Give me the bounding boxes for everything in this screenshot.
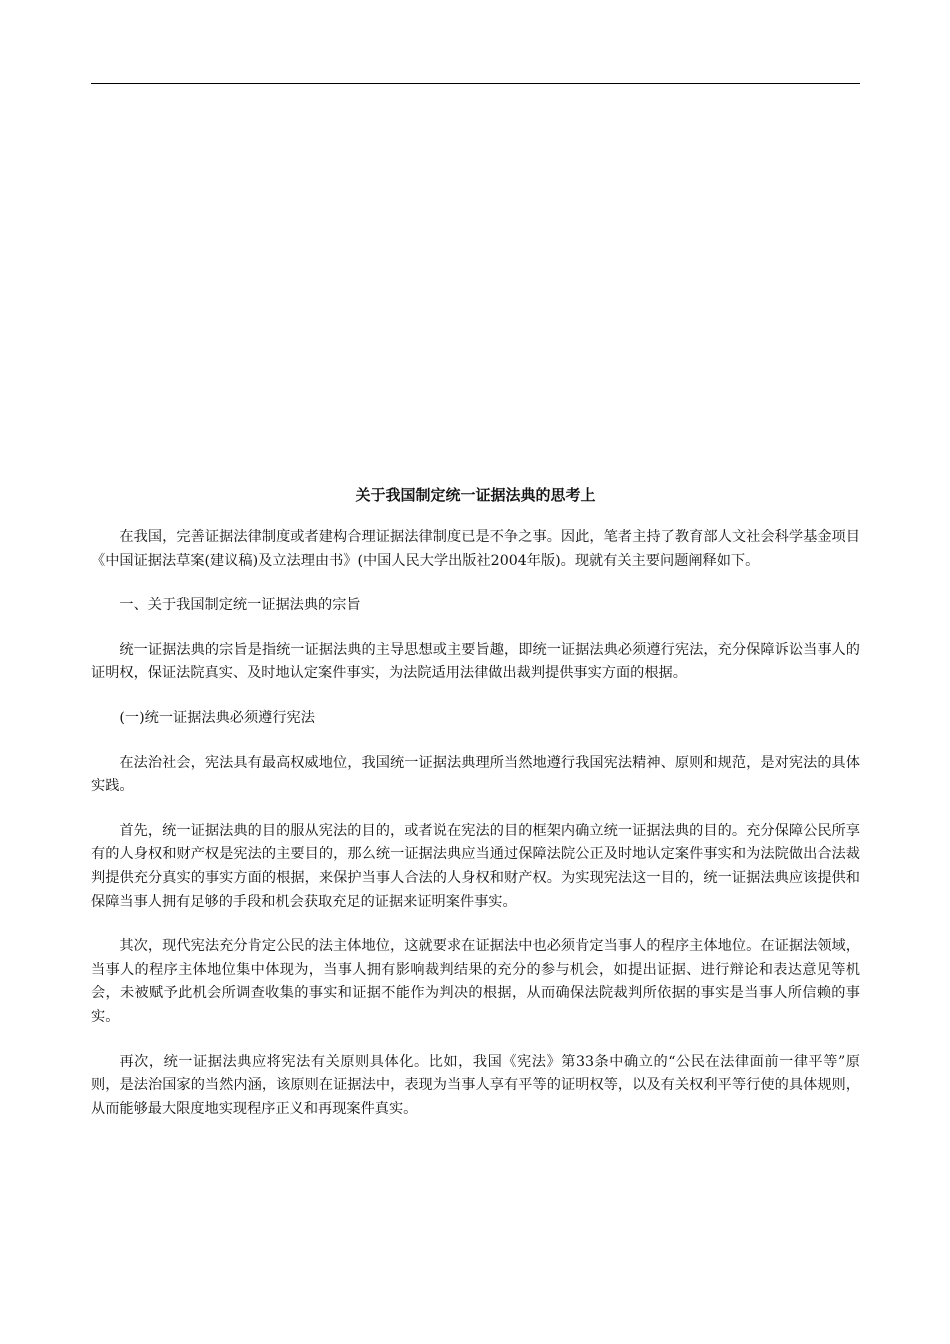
paragraph-second: 其次，现代宪法充分肯定公民的法主体地位，这就要求在证据法中也必须肯定当事人的程序主体地位。在证据法领域，当事人的程序主体地位集中体现为，当事人拥有影响裁判结果的充分的参与机会，如提出证据、进行辩论和表达意见等机会，未被赋予此机会所调查收集的事实和证据不能作为判决的根据，从而确保法院裁判所依据的事实是当事人所信赖的事实。 [91,938,860,1025]
paragraph-intro: 在我国，完善证据法律制度或者建构合理证据法律制度已是不争之事。因此，笔者主持了教育部人文社会科学基金项目《中国证据法草案(建议稿)及立法理由书》(中国人民大学出版社2004年版)。现就有关主要问题阐释如下。 [91,529,860,569]
subsection-heading-1: (一)统一证据法典必须遵行宪法 [119,709,315,726]
paragraph-first: 首先，统一证据法典的目的服从宪法的目的，或者说在宪法的目的框架内确立统一证据法典的目的。充分保障公民所享有的人身权和财产权是宪法的主要目的，那么统一证据法典应当通过保障法院公正及时地认定案件事实和为法院做出合法裁判提供充分真实的事实方面的根据，来保护当事人合法的人身权和财产权。为实现宪法这一目的，统一证据法典应该提供和保障当事人拥有足够的手段和机会获取充足的证据来证明案件事实。 [91,822,860,910]
paragraph-third: 再次，统一证据法典应将宪法有关原则具体化。比如，我国《宪法》第33条中确立的“公民在法律面前一律平等”原则，是法治国家的当然内涵，该原则在证据法中，表现为当事人享有平等的证明权等，以及有关权利平等行使的具体规则，从而能够最大限度地实现程序正义和再现案件真实。 [91,1053,860,1117]
document-title: 关于我国制定统一证据法典的思考上 [355,486,596,504]
document-body [91,483,860,1142]
header-rule [91,83,860,84]
paragraph-rule-of-law: 在法治社会，宪法具有最高权威地位，我国统一证据法典理所当然地遵行我国宪法精神、原则和规范，是对宪法的具体实践。 [91,754,860,795]
paragraph-purpose: 统一证据法典的宗旨是指统一证据法典的主导思想或主要旨趣，即统一证据法典必须遵行宪法，充分保障诉讼当事人的证明权，保证法院真实、及时地认定案件事实，为法院适用法律做出裁判提供事实方面的根据。 [91,641,860,682]
section-heading-1: 一、关于我国制定统一证据法典的宗旨 [119,597,361,614]
